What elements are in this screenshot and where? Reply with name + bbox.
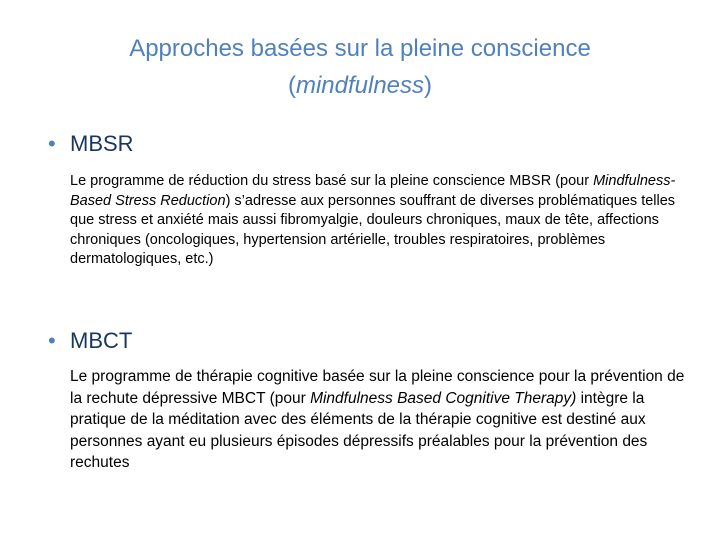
paragraph-italic: Mindfulness-Based Stress Reduction [70, 173, 676, 209]
title-line-2 [60, 67, 660, 104]
title-line-1: Approches basées sur la pleine conscience [129, 35, 591, 62]
bullet-heading: MBCT [70, 328, 133, 353]
mbct-paragraph [70, 366, 685, 474]
paragraph-text: intègre la pratique de la méditation avec des éléments de la thérapie cognitive est destiné aux personnes ayant eu plusieurs épisodes dépressifs préalables pour la prévention des rechutes [70, 389, 648, 471]
paragraph-text: Le programme de réduction du stress basé sur la pleine conscience MBSR (pour [70, 173, 594, 189]
bullet-mbct [48, 328, 132, 354]
bullet-dot: • [48, 131, 56, 156]
slide-title [60, 30, 660, 104]
bullet-mbsr [48, 131, 134, 157]
bullet-dot: • [48, 328, 56, 353]
title-close-paren: ) [424, 72, 433, 99]
paragraph-italic: Mindfulness Based Cognitive Therapy) [310, 389, 577, 407]
title-italic: mindfulness [295, 72, 425, 99]
title-open-paren: ( [287, 72, 296, 99]
mbsr-paragraph [70, 172, 680, 270]
paragraph-text: Le programme de thérapie cognitive basée sur la pleine conscience pour la prévention de la rechute dépressive MBCT (pour [70, 368, 685, 407]
bullet-heading: MBSR [70, 131, 134, 156]
paragraph-text: ) s’adresse aux personnes souffrant de diverses problématiques telles que stress et anxiété mais aussi fibromyalgie, douleurs chroniques, maux de tête, affections chroniques (oncologiques, hypertension artérielle, troubles respiratoires, problèmes dermatologiques, etc.) [70, 192, 676, 267]
